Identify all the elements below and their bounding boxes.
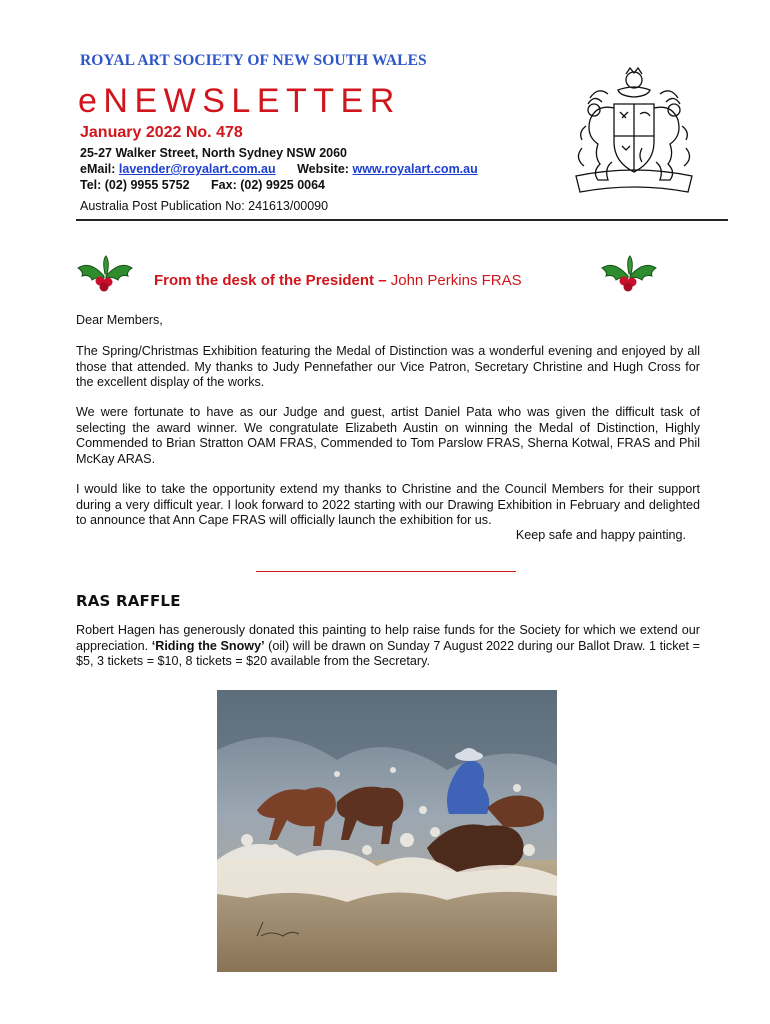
painting-title: ‘Riding the Snowy’ bbox=[151, 638, 265, 653]
raffle-paragraph bbox=[76, 623, 700, 670]
telephone: Tel: (02) 9955 5752 bbox=[80, 178, 190, 192]
fax: Fax: (02) 9925 0064 bbox=[211, 178, 326, 192]
post-publication-number: Australia Post Publication No: 241613/00090 bbox=[80, 199, 329, 213]
email-link[interactable]: lavender@royalart.com.au bbox=[118, 162, 276, 176]
president-heading-title: From the desk of the President – bbox=[154, 272, 387, 289]
website-link[interactable]: www.royalart.com.au bbox=[352, 162, 478, 176]
president-paragraph-2: We were fortunate to have as our Judge and guest, artist Daniel Pata who was given the difficult task of selecting the award winner. We congratulate Elizabeth Austin on winning the Medal of Distinction, Highly Commended to Brian Stratton OAM FRAS, Commended to Tom Parslow FRAS, Sherna Kotwal, FRAS and Phil McKay ARAS. bbox=[76, 405, 700, 466]
society-name: ROYAL ART SOCIETY OF NEW SOUTH WALES bbox=[80, 52, 427, 69]
street-address: 25-27 Walker Street, North Sydney NSW 2060 bbox=[80, 146, 347, 160]
salutation: Dear Members, bbox=[76, 313, 163, 327]
website-label: Website: bbox=[297, 162, 349, 176]
raffle-heading: RAS RAFFLE bbox=[76, 592, 181, 610]
header-rule bbox=[76, 219, 728, 221]
president-name: John Perkins FRAS bbox=[386, 272, 522, 289]
section-divider bbox=[256, 571, 516, 572]
raffle-text-details: (oil) will be drawn on Sunday 7 August 2022 during our Ballot Draw. 1 ticket = $5, 3 tickets = $10, 8 tickets = $20 available from the Secretary. bbox=[76, 638, 700, 669]
president-heading bbox=[154, 272, 522, 289]
contact-block bbox=[80, 145, 478, 193]
president-paragraph-3: I would like to take the opportunity extend my thanks to Christine and the Council Members for their support during a very difficult year. I look forward to 2022 starting with our Drawing Exhibition in February and delighted to announce that Ann Cape FRAS will officially launch the exhibition for us. bbox=[76, 482, 700, 528]
president-signoff: Keep safe and happy painting. bbox=[515, 528, 686, 542]
phone-fax-line bbox=[80, 177, 478, 193]
raffle-text-intro: Robert Hagen has generously donated this painting to help raise funds for the Society for which we extend our appreciation. bbox=[76, 623, 700, 653]
email-website-line bbox=[80, 161, 478, 177]
coat-of-arms-logo bbox=[568, 64, 700, 200]
issue-number: January 2022 No. 478 bbox=[80, 124, 243, 141]
newsletter-title: eNEWSLETTER bbox=[78, 82, 401, 120]
holly-left-icon bbox=[76, 254, 134, 294]
holly-right-icon bbox=[600, 254, 658, 294]
email-label: eMail: bbox=[80, 162, 116, 176]
raffle-painting-image bbox=[217, 690, 557, 972]
president-paragraph-1: The Spring/Christmas Exhibition featuring the Medal of Distinction was a wonderful evening and enjoyed by all those that attended. My thanks to Judy Pennefather our Vice Patron, Secretary Christine and Hugh Cross for the excellent display of the works. bbox=[76, 344, 700, 390]
